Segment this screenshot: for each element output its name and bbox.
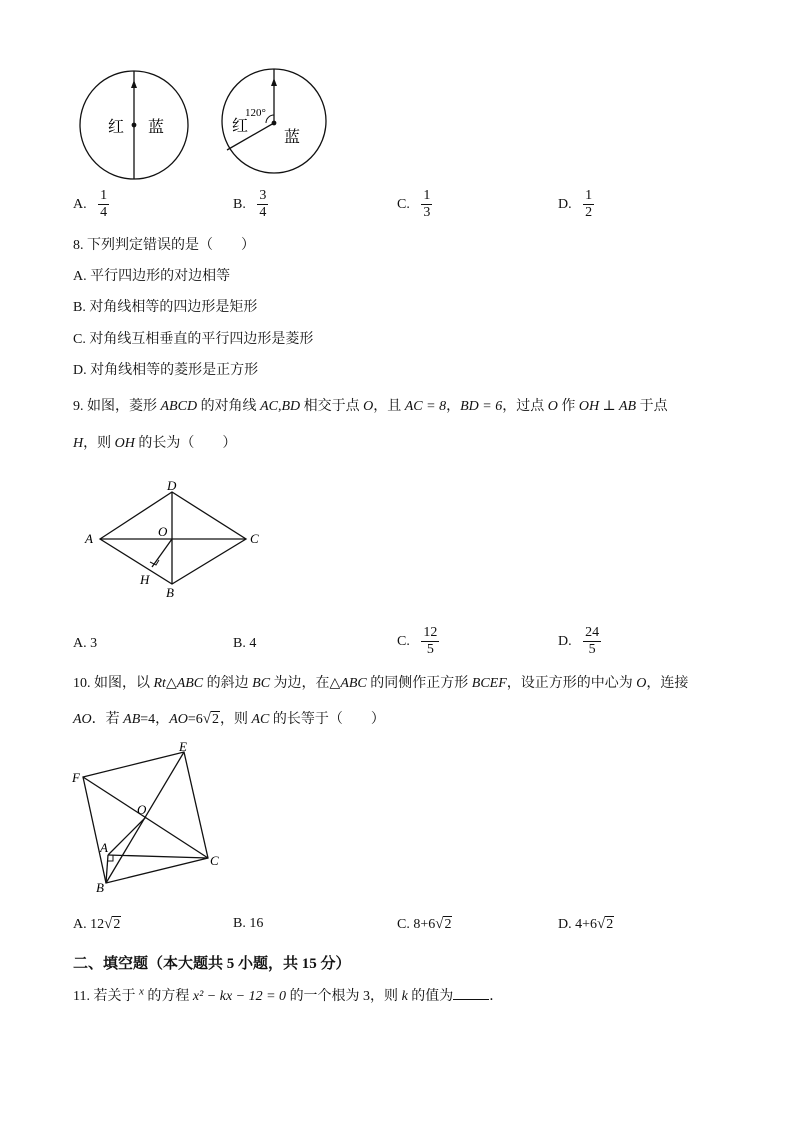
fraction: $\frac{12}{5}$ (423, 625, 438, 657)
label-a: A (85, 531, 93, 546)
q10-option-d: D. 4+6√2 (558, 916, 614, 932)
square-figure (66, 740, 236, 900)
spinner-1-right-label: 蓝 (148, 119, 165, 136)
label-h: H (140, 572, 150, 587)
fraction: $\frac{24}{5}$ (585, 625, 600, 657)
label-f: F (72, 770, 80, 785)
spinner-2-angle-label: 120° (245, 107, 266, 119)
q11-stem: 11. 若关于 $^x$ 的方程 x² − kx − 12 = 0 的一个根为 3，则 k 的值为 ． (73, 985, 504, 1004)
label-c: C (250, 531, 259, 546)
q10-option-c: C. 8+6√2 (397, 916, 452, 932)
fraction: $\frac{1}{4}$ (100, 188, 108, 220)
q7-option-d: D. $\frac{1}{2}$ (558, 188, 593, 220)
spinner-1-left-label: 红 (108, 119, 125, 136)
q10-option-b: B. 16 (233, 916, 264, 931)
q9-option-a: A. 3 (73, 636, 98, 651)
label-b: B (96, 880, 104, 895)
q9-option-c: C. $\frac{12}{5}$ (397, 625, 438, 657)
fraction: $\frac{3}{4}$ (259, 188, 267, 220)
spinner-1 (80, 71, 188, 179)
q8-option-b: B. 对角线相等的四边形是矩形 (73, 300, 258, 315)
section-2-title: 二、填空题（本大题共 5 小题，共 15 分） (73, 956, 351, 972)
sqrt: √2 (435, 916, 452, 932)
sqrt: √2 (202, 711, 219, 727)
q10-stem-line1: 10. 如图，以 Rt△ABC 的斜边 BC 为边，在△ABC 的同侧作正方形 BCEF，设正方形的中心为 O，连接 (73, 676, 689, 691)
q7-option-a: A. $\frac{1}{4}$ (73, 188, 108, 220)
sqrt: √2 (597, 916, 614, 932)
q8-option-d: D. 对角线相等的菱形是正方形 (73, 363, 259, 378)
spinner-2-right-label: 蓝 (284, 129, 301, 146)
spinner-2 (222, 69, 326, 173)
label-b: B (166, 585, 174, 600)
q9-option-d: D. $\frac{24}{5}$ (558, 625, 600, 657)
answer-blank[interactable] (453, 987, 489, 1000)
label-o: O (158, 524, 168, 539)
label-a: A (100, 840, 108, 855)
fraction: $\frac{1}{3}$ (423, 188, 431, 220)
label-c: C (210, 853, 219, 868)
q8-stem: 8. 下列判定错误的是（ ） (73, 238, 255, 253)
rhombus-figure (80, 474, 270, 600)
spinner-figures (78, 66, 338, 182)
fraction: $\frac{1}{2}$ (585, 188, 593, 220)
sqrt: √2 (104, 916, 121, 932)
q9-stem-line1: 9. 如图，菱形 ABCD 的对角线 AC,BD 相交于点 O，且 AC = 8，BD = 6，过点 O 作 OH ⊥ AB 于点 (73, 399, 668, 414)
spinner-2-left-label: 红 (232, 118, 249, 135)
q9-option-b: B. 4 (233, 636, 257, 651)
label-d: D (167, 478, 177, 493)
q10-option-a: A. 12√2 (73, 916, 121, 932)
label-e: E (179, 740, 187, 754)
q9-stem-line2: H，则 OH 的长为（ ） (73, 436, 237, 451)
q8-option-c: C. 对角线互相垂直的平行四边形是菱形 (73, 332, 314, 347)
q7-option-b: B. $\frac{3}{4}$ (233, 188, 267, 220)
label-o: O (137, 802, 147, 817)
q10-stem-line2: AO．若 AB=4，AO=6√2，则 AC 的长等于（ ） (73, 711, 385, 727)
q8-option-a: A. 平行四边形的对边相等 (73, 269, 231, 284)
q7-option-c: C. $\frac{1}{3}$ (397, 188, 431, 220)
